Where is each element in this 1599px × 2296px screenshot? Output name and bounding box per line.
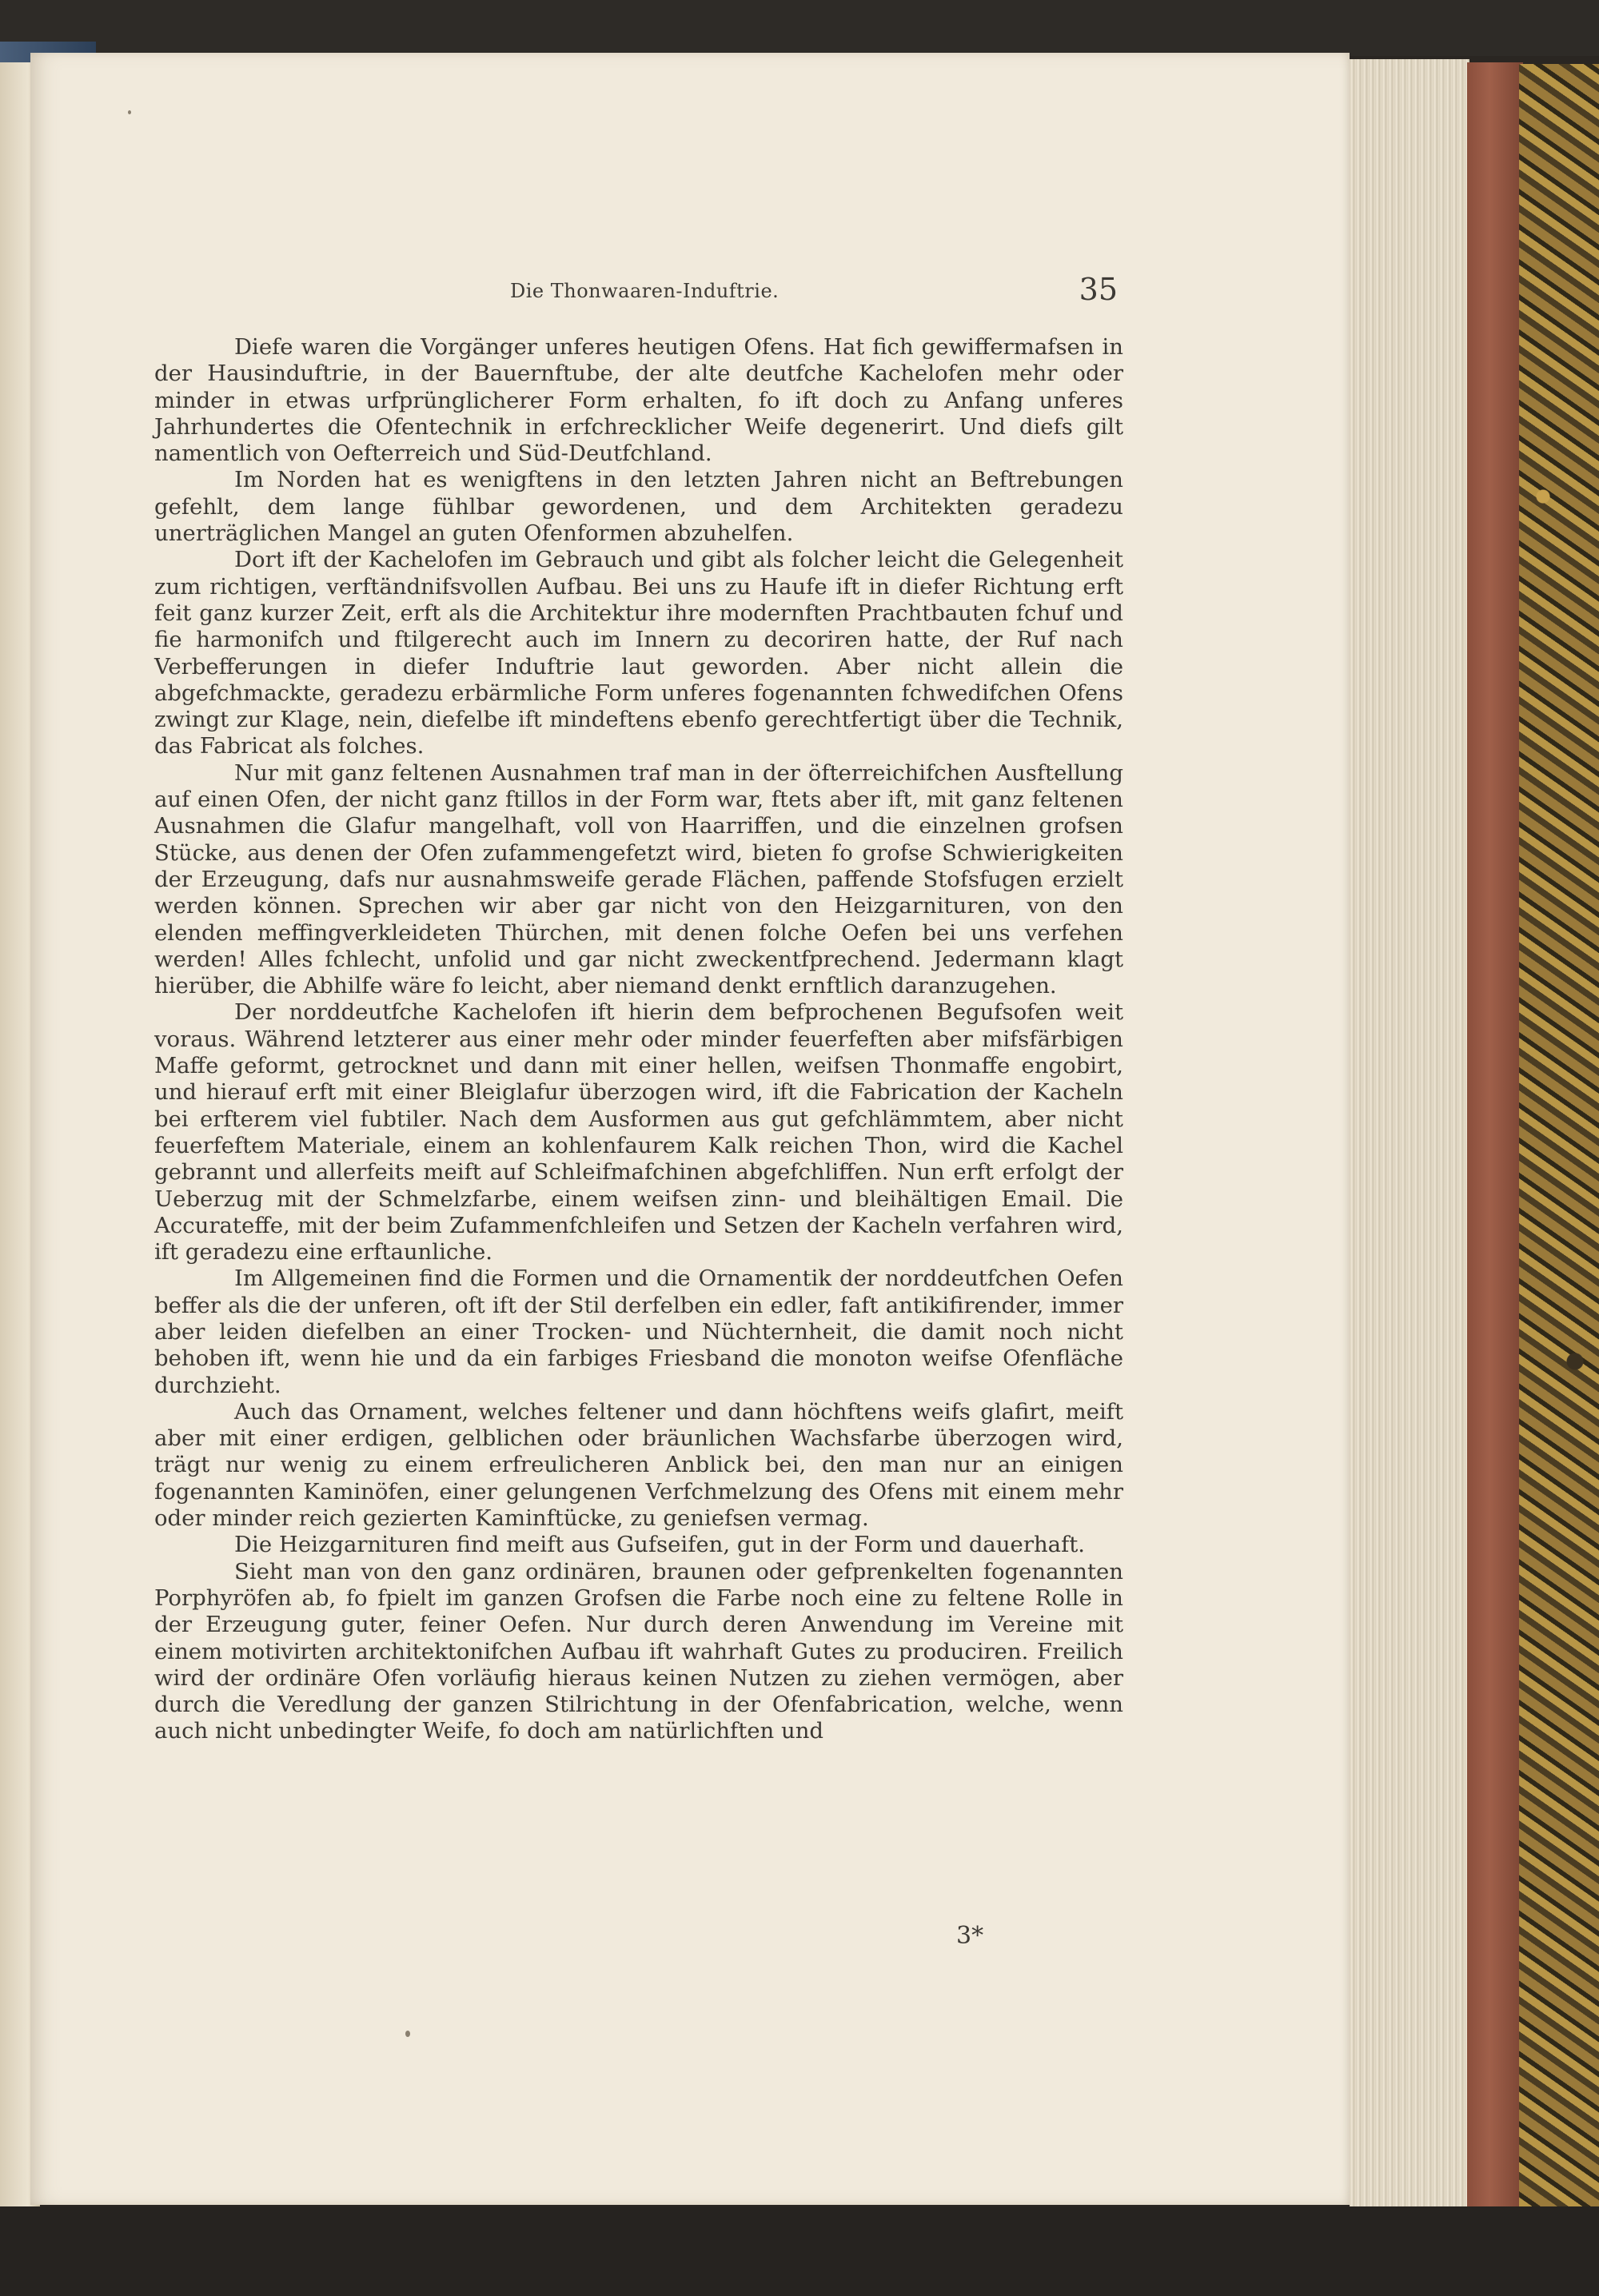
paragraph: Nur mit ganz feltenen Ausnahmen traf man in der öfterreichifchen Ausftellung auf einen Ofen, der nicht ganz ftillos in der Form war, ftets aber ift, mit ganz feltenen Ausnahmen die Glafur mangelhaft, voll von Haarriffen, und die einzelnen grofsen Stücke, aus denen der Ofen zufammengefetzt wird, bieten fo grofse Schwierigkeiten der Erzeugung, dafs nur ausnahmsweife gerade Flächen, paffende Stofsfugen erzielt werden können. Sprechen wir aber gar nicht von den Heizgarnituren, von den elenden meffingverkleideten Thürchen, mit denen folche Oefen bei uns verfehen werden! Alles fchlecht, unfolid und gar nicht zweckentfprechend. Jedermann klagt hierüber, die Abhilfe wäre fo leicht, aber niemand denkt ernftlich daranzugehen.	[154, 759, 1123, 999]
paragraph: Auch das Ornament, welches feltener und dann höchftens weifs glafirt, meift aber mit einer erdigen, gelblichen oder bräunlichen Wachsfarbe überzogen wird, trägt nur wenig zu einem erfreulicheren Anblick bei, den man nur an einigen fogenannten Kaminöfen, einer gelungenen Verfchmelzung des Ofens mit einem mehr oder minder reich gezierten Kaminftücke, zu geniefsen vermag.	[154, 1398, 1123, 1532]
book-board-edge	[1467, 62, 1523, 2225]
dark-background-bottom	[0, 2206, 1599, 2296]
page-header	[510, 272, 1118, 312]
paper-speck	[128, 110, 131, 114]
paragraph: Im Norden hat es wenigftens in den letzten Jahren nicht an Beftrebungen gefehlt, dem lange fühlbar gewordenen, und dem Architekten geradezu unerträglichen Mangel an guten Ofenformen abzuhelfen.	[154, 467, 1123, 547]
paper-speck	[405, 2031, 410, 2037]
page-number: 35	[1079, 272, 1118, 307]
page-stack-edges	[1350, 59, 1469, 2211]
running-title: Die Thonwaaren-Induftrie.	[510, 280, 780, 302]
paragraph: Die Heizgarnituren find meift aus Gufseifen, gut in der Form und dauerhaft.	[234, 1532, 1086, 1558]
paragraph: Sieht man von den ganz ordinären, braunen oder gefprenkelten fogenannten Porphyröfen ab, fo fpielt im ganzen Grofsen die Farbe noch eine zu feltene Rolle in der Erzeugung guter, feiner Oefen. Nur durch deren Anwendung im Vereine mit einem motivirten architektonifchen Aufbau ift wahrhaft Gutes zu produciren. Freilich wird der ordinäre Ofen vorläufig hieraus keinen Nutzen zu ziehen vermögen, aber durch die Veredlung der ganzen Stilrichtung in der Ofenfabrication, welche, wenn auch nicht unbedingter Weife, fo doch am natürlichften und	[154, 1558, 1123, 1744]
signature-mark: 3*	[956, 1922, 984, 1950]
body-text	[154, 334, 1123, 1745]
paragraph: Im Allgemeinen find die Formen und die Ornamentik der norddeutfchen Oefen beffer als die der unferen, oft ift der Stil derfelben ein edler, faft antikifirender, immer aber leiden diefelben an einer Trocken- und Nüchternheit, die damit noch nicht behoben ift, wenn hie und da ein farbiges Friesband die monoton weifse Ofenfläche durchzieht.	[154, 1266, 1123, 1398]
marbled-cover	[1519, 64, 1599, 2226]
dark-background-top	[0, 0, 1599, 56]
paragraph: Dort ift der Kachelofen im Gebrauch und gibt als folcher leicht die Gelegenheit zum richtigen, verftändnifsvollen Aufbau. Bei uns zu Haufe ift in diefer Richtung erft feit ganz kurzer Zeit, erft als die Architektur ihre modernften Prachtbauten fchuf und fie harmonifch und ftilgerecht auch im Innern zu decoriren hatte, der Ruf nach Verbefferungen in diefer Induftrie laut geworden. Aber nicht allein die abgefchmackte, geradezu erbärmliche Form unferes fogenannten fchwedifchen Ofens zwingt zur Klage, nein, diefelbe ift mindeftens ebenfo gerechtfertigt über die Technik, das Fabricat als folches.	[154, 547, 1123, 759]
paragraph: Der norddeutfche Kachelofen ift hierin dem befprochenen Begufsofen weit voraus. Während letzterer aus einer mehr oder minder feuerfeften aber mifsfärbigen Maffe geformt, getrocknet und dann mit einer hellen, weifsen Thonmaffe engobirt, und hierauf erft mit einer Bleiglafur überzogen wird, ift die Fabrication der Kacheln bei erfterem viel fubtiler. Nach dem Ausformen aus gut gefchlämmtem, aber nicht feuerfeftem Materiale, einem an kohlenfaurem Kalk reichen Thon, wird die Kachel gebrannt und allerfeits meift auf Schleifmafchinen abgefchliffen. Nun erft erfolgt der Ueberzug mit der Schmelzfarbe, einem weifsen zinn- und bleihältigen Email. Die Accurateffe, mit der beim Zufammenfchleifen und Setzen der Kacheln verfahren wird, ift geradezu eine erftaunliche.	[154, 999, 1123, 1266]
paragraph: Diefe waren die Vorgänger unferes heutigen Ofens. Hat fich gewiffermafsen in der Hausinduftrie, in der Bauernftube, der alte deutfche Kachelofen mehr oder minder in etwas urfprünglicherer Form erhalten, fo ift doch zu Anfang unferes Jahrhundertes die Ofentechnik in erfchrecklicher Weife degenerirt. Und diefs gilt namentlich von Oefterreich und Süd-Deutfchland.	[154, 334, 1123, 467]
